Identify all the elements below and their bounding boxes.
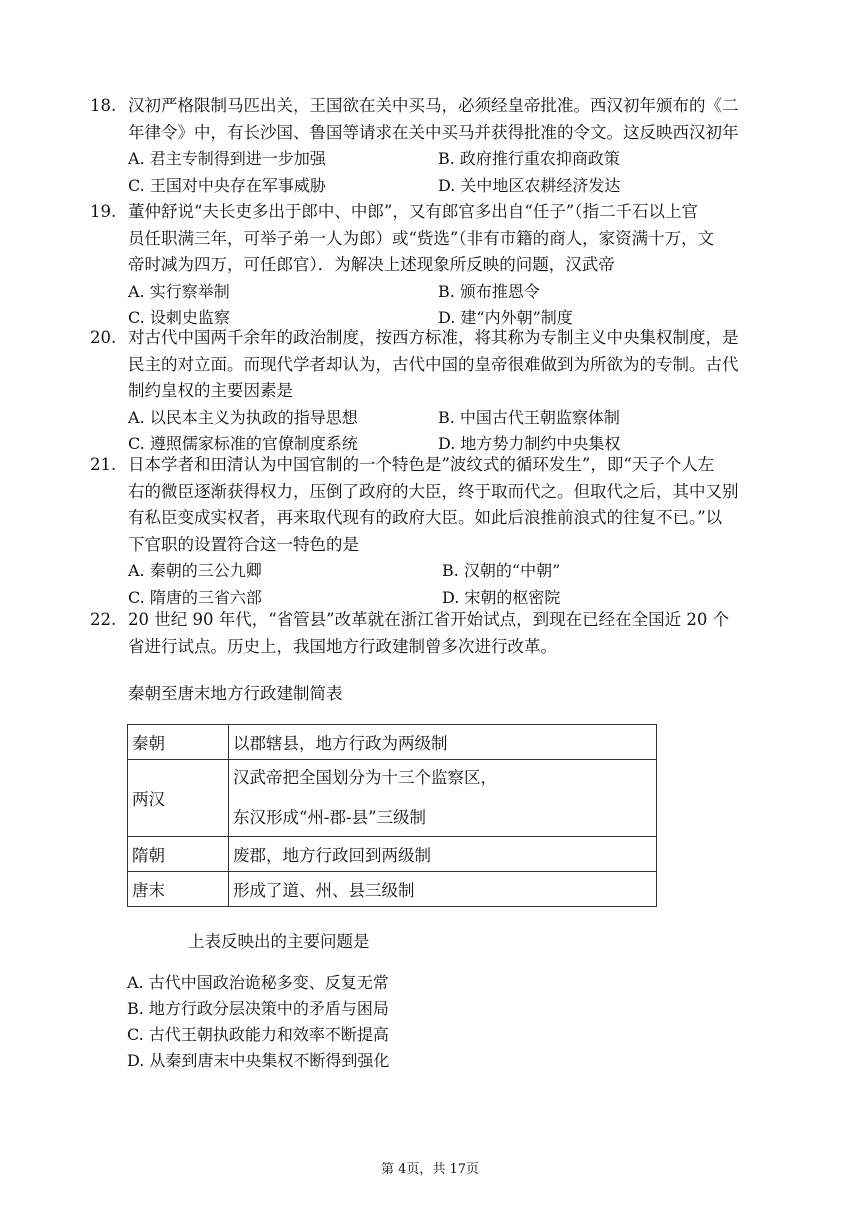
table-row bbox=[128, 725, 657, 760]
option-a[interactable]: A. 实行察举制 bbox=[128, 281, 230, 301]
question-text-line: 有私臣变成实权者，再来取代现有的政府大臣。如此后浪推前浪式的往复不已。”以 bbox=[128, 508, 723, 527]
description-line: 汉武帝把全国划分为十三个监察区， bbox=[233, 768, 497, 787]
question-text-line: 省进行试点。历史上，我国地方行政建制曾多次进行改革。 bbox=[128, 636, 557, 656]
period-cell: 隋朝 bbox=[128, 837, 229, 872]
question-text-line: 董仲舒说“夫长吏多出于郎中、中郎”，又有郎官多出自“任子”（指二千石以上官 bbox=[128, 202, 698, 221]
option-d[interactable]: D. 建“内外朝”制度 bbox=[438, 308, 573, 327]
description-cell: 废郡，地方行政回到两级制 bbox=[229, 837, 657, 872]
question-text-line: 日本学者和田清认为中国官制的一个特色是”波纹式的循环发生”，即“天子个人左 bbox=[128, 455, 715, 474]
question-20 bbox=[90, 325, 775, 458]
option-b[interactable]: B. 地方行政分层决策中的矛盾与困局 bbox=[127, 999, 389, 1018]
table-row bbox=[128, 760, 657, 837]
option-d[interactable]: D. 宋朝的枢密院 bbox=[442, 587, 561, 607]
question-number: 22. bbox=[90, 610, 117, 629]
question-text-line: 20 世纪 90 年代，“省管县”改革就在浙江省开始试点，到现在已经在全国近 20 个 bbox=[128, 610, 730, 629]
question-18 bbox=[90, 93, 775, 199]
question-21 bbox=[90, 452, 775, 611]
option-c[interactable]: C. 遵照儒家标准的官僚制度系统 bbox=[128, 434, 358, 453]
question-19 bbox=[90, 199, 775, 332]
question-22 bbox=[90, 607, 775, 660]
question-text-line: 下官职的设置符合这一特色的是 bbox=[128, 534, 359, 554]
question-number: 19. bbox=[90, 202, 117, 221]
question-text-line: 年律令》中，有长沙国、鲁国等请求在关中买马并获得批准的令文。这反映西汉初年 bbox=[128, 122, 739, 142]
description-cell bbox=[229, 760, 657, 837]
question-text-line: 民主的对立面。而现代学者却认为，古代中国的皇帝很难做到为所欲为的专制。古代 bbox=[128, 354, 739, 374]
table-title: 秦朝至唐末地方行政建制简表 bbox=[128, 684, 343, 703]
table-row bbox=[128, 837, 657, 872]
period-cell: 两汉 bbox=[128, 760, 229, 837]
option-c[interactable]: C. 设刺史监察 bbox=[128, 308, 230, 327]
option-d[interactable]: D. 地方势力制约中央集权 bbox=[438, 434, 621, 453]
question-number: 18. bbox=[90, 96, 117, 115]
question-text-line: 对古代中国两千余年的政治制度，按西方标准，将其称为专制主义中央集权制度，是 bbox=[128, 328, 739, 347]
question-text-line: 汉初严格限制马匹出关，王国欲在关中买马，必须经皇帝批准。西汉初年颁布的《二 bbox=[128, 96, 739, 115]
period-cell: 秦朝 bbox=[128, 725, 229, 760]
question-22-options bbox=[127, 970, 389, 1074]
description-line: 东汉形成“州-郡-县”三级制 bbox=[233, 808, 427, 827]
option-a[interactable]: A. 古代中国政治诡秘多变、反复无常 bbox=[127, 973, 389, 992]
question-text-line: 员任职满三年，可举子弟一人为郎）或“赀选”（非有市籍的商人，家资满十万，文 bbox=[128, 228, 715, 248]
option-c[interactable]: C. 古代王朝执政能力和效率不断提高 bbox=[127, 1025, 389, 1044]
option-c[interactable]: C. 王国对中央存在军事威胁 bbox=[128, 175, 326, 195]
question-text-line: 右的微臣逐渐获得权力，压倒了政府的大臣，终于取而代之。但取代之后，其中又别 bbox=[128, 481, 739, 501]
description-cell: 形成了道、州、县三级制 bbox=[229, 872, 657, 907]
question-number: 20. bbox=[90, 328, 117, 347]
option-b[interactable]: B. 中国古代王朝监察体制 bbox=[438, 407, 620, 427]
option-a[interactable]: A. 秦朝的三公九卿 bbox=[128, 561, 262, 580]
option-a[interactable]: A. 以民本主义为执政的指导思想 bbox=[128, 407, 358, 427]
option-c[interactable]: C. 隋唐的三省六部 bbox=[128, 587, 262, 607]
table-row bbox=[128, 872, 657, 907]
option-b[interactable]: B. 政府推行重农抑商政策 bbox=[438, 149, 620, 168]
question-number: 21. bbox=[90, 455, 117, 474]
option-a[interactable]: A. 君主专制得到进一步加强 bbox=[128, 149, 326, 168]
admin-system-table bbox=[127, 724, 657, 907]
option-d[interactable]: D. 关中地区农耕经济发达 bbox=[438, 175, 621, 195]
option-b[interactable]: B. 汉朝的“中朝” bbox=[442, 561, 561, 580]
question-text-line: 帝时减为四万，可任郎官）．为解决上述现象所反映的问题，汉武帝 bbox=[128, 255, 615, 274]
option-b[interactable]: B. 颁布推恩令 bbox=[438, 281, 540, 301]
description-cell: 以郡辖县，地方行政为两级制 bbox=[229, 725, 657, 760]
question-22-stem: 上表反映出的主要问题是 bbox=[188, 932, 370, 951]
option-d[interactable]: D. 从秦到唐末中央集权不断得到强化 bbox=[127, 1051, 390, 1070]
question-text-line: 制约皇权的主要因素是 bbox=[128, 381, 293, 400]
period-cell: 唐末 bbox=[128, 872, 229, 907]
page-footer: 第 4页，共 17页 bbox=[380, 1162, 480, 1177]
